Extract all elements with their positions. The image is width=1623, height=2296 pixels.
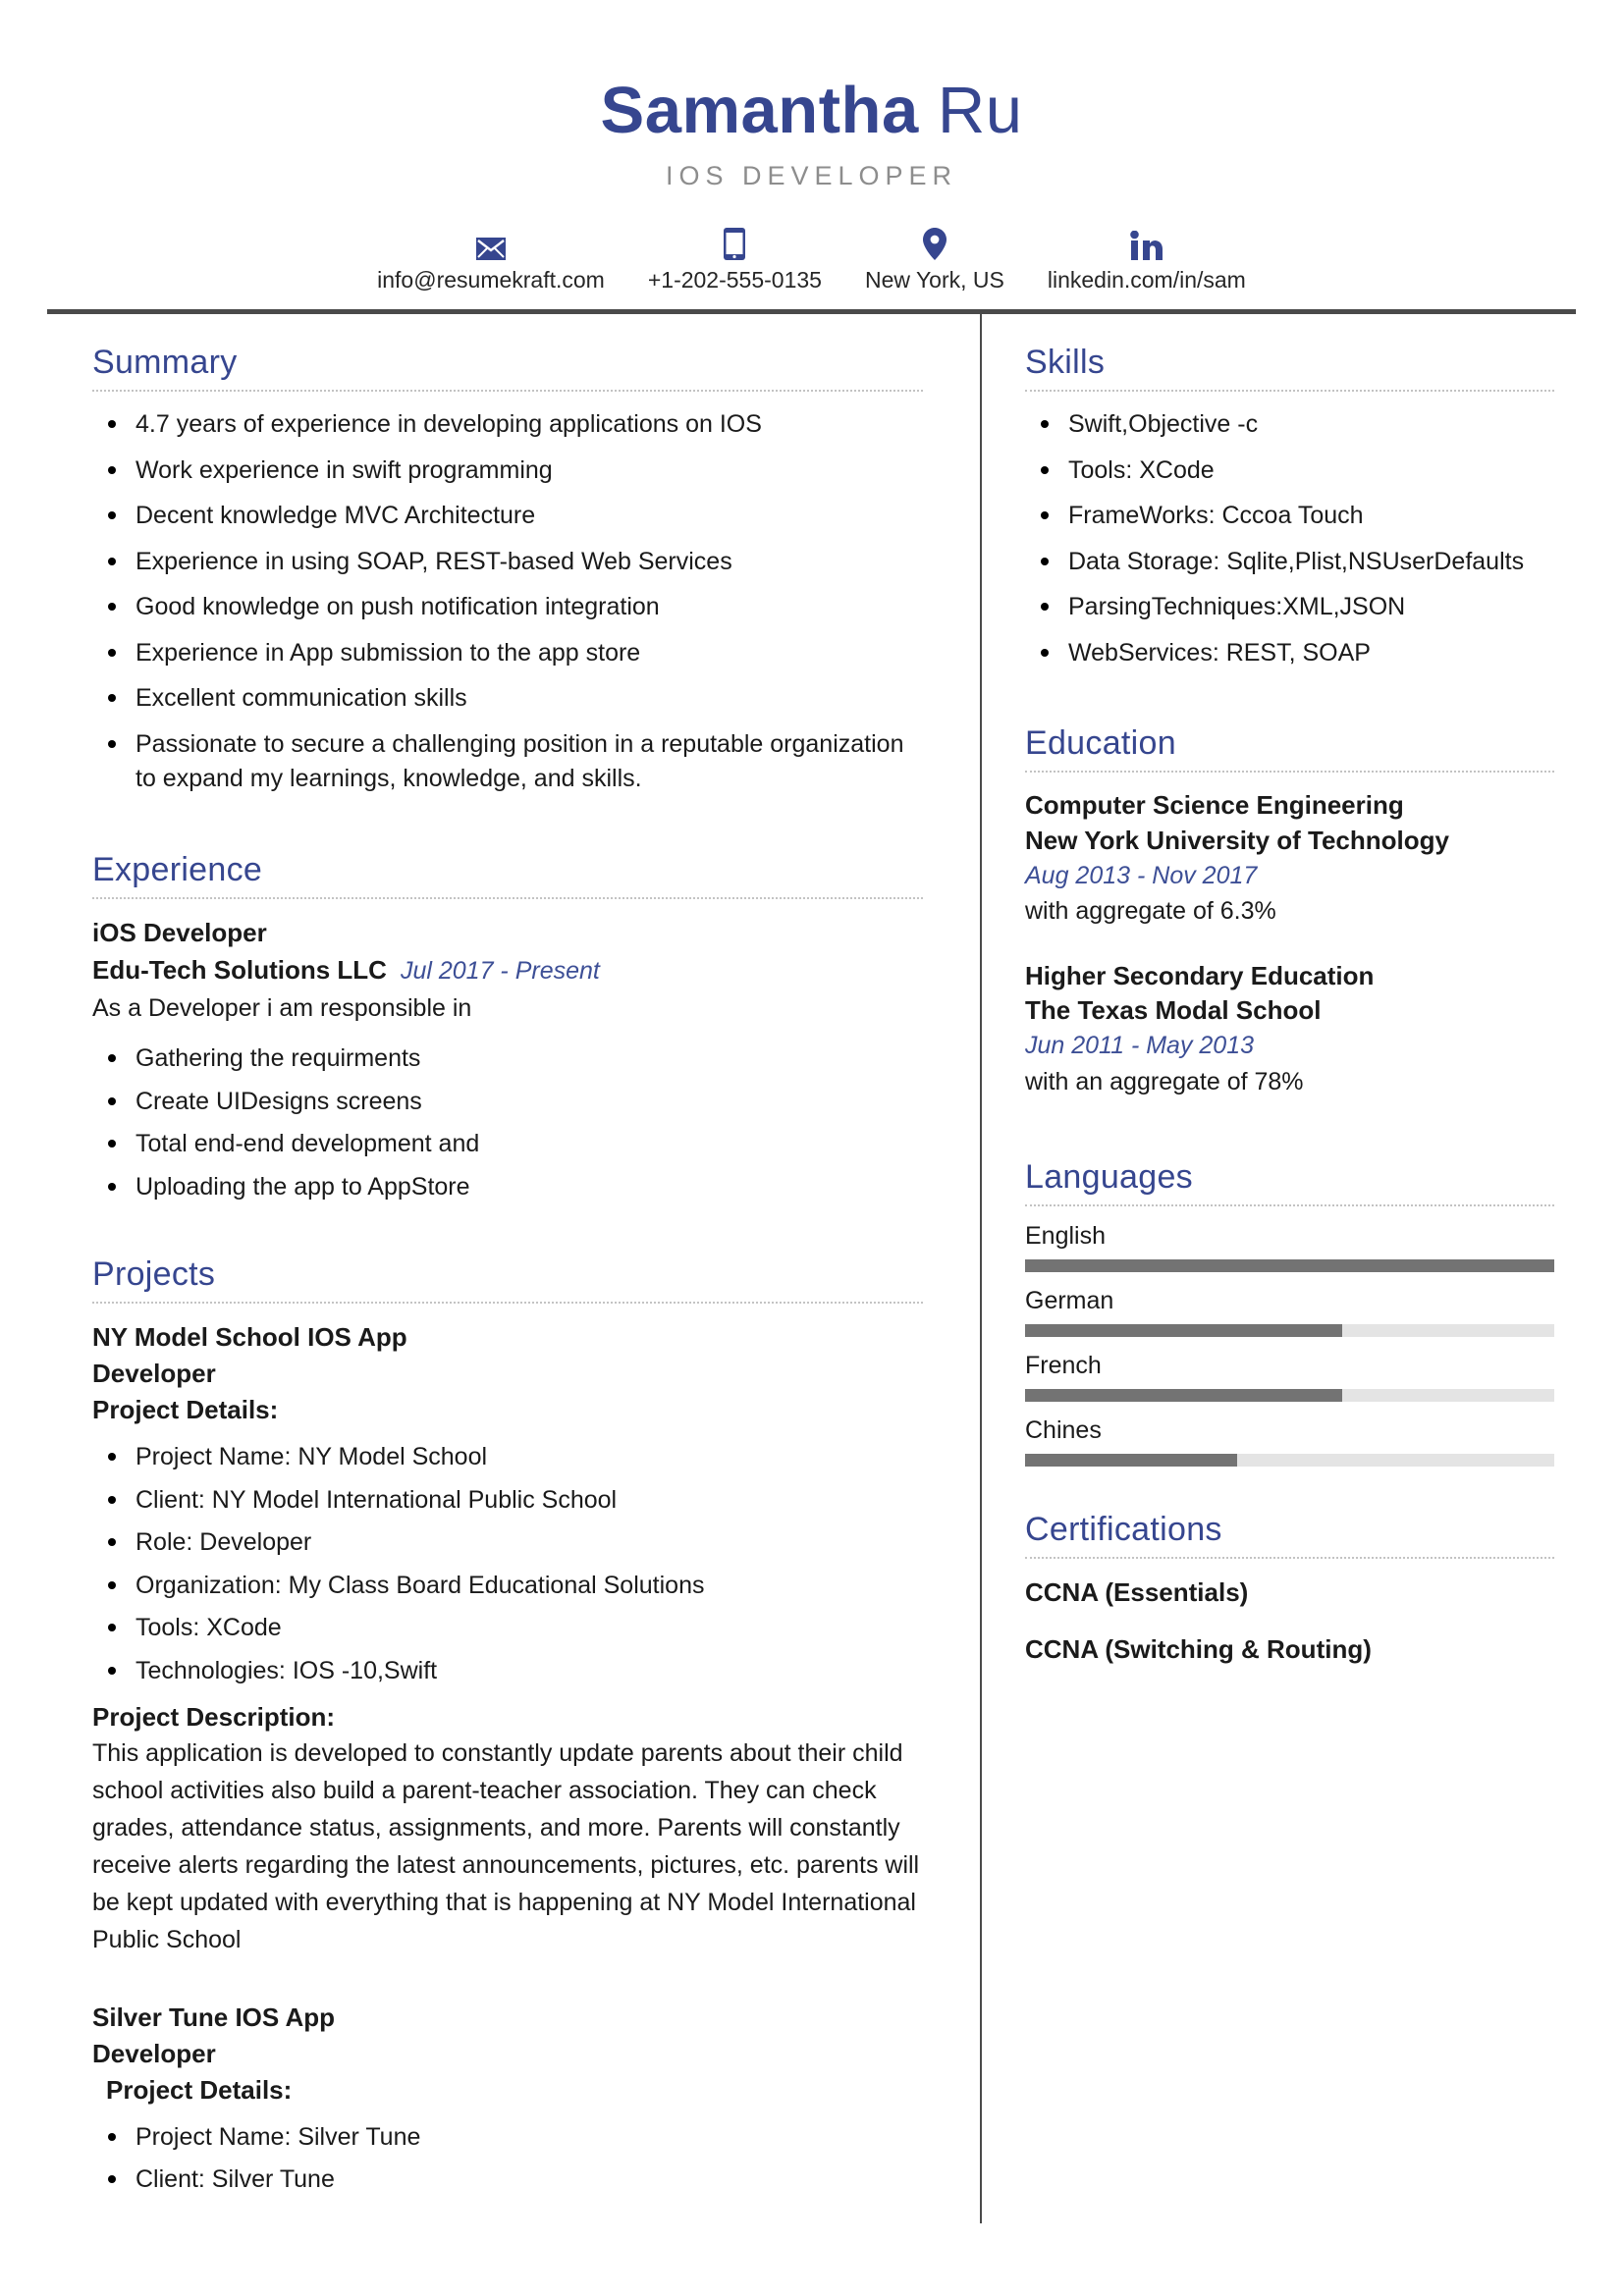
skills-heading: Skills [1025,344,1106,382]
projects-heading: Projects [92,1255,216,1294]
phone-icon [724,225,745,260]
summary-rule [92,390,923,392]
education-school: The Texas Modal School [1025,994,1322,1025]
project-role: Developer [92,2039,216,2069]
list-item: Data Storage: Sqlite,Plist,NSUserDefaults [1025,545,1554,580]
list-item: Experience in using SOAP, REST-based Web Services [92,545,923,580]
contact-location-text: New York, US [864,267,1004,294]
list-item: Client: NY Model International Public School [92,1483,923,1519]
contact-row [47,225,1576,294]
language-name: Chines [1025,1415,1102,1444]
education-degree: Computer Science Engineering [1025,790,1404,821]
candidate-name [47,74,1576,147]
language-entry [1025,1287,1554,1337]
resume-body [47,314,1576,2223]
list-item: Client: Silver Tune [92,2163,923,2198]
list-item: Project Name: NY Model School [92,1440,923,1475]
email-icon [476,225,506,260]
experience-list [92,1041,923,1204]
location-icon [923,225,947,260]
list-item: Role: Developer [92,1525,923,1561]
resume-header [47,0,1576,314]
language-bar-fill [1025,1454,1237,1467]
contact-email-text: info@resumekraft.com [377,267,605,294]
project-entry [92,1319,923,1958]
education-date: Aug 2013 - Nov 2017 [1025,862,1258,890]
project-name: NY Model School IOS App [92,1322,407,1353]
section-skills [1025,344,1554,670]
list-item: Tools: XCode [1025,454,1554,489]
language-bar-track [1025,1389,1554,1402]
project-description-body: This application is developed to constantly update parents about their child school activities also build a parent-teacher association. They can check grades, attendance status, assignments, and more. Parents will constantly receive alerts regarding the latest announcements, pictures, etc. parents will be kept updated with everything that is happening at NY Model International Public School [92,1739,920,1954]
project-details-label: Project Details: [92,1395,279,1425]
list-item: Total end-end development and [92,1127,923,1162]
spacer [92,1984,923,2000]
left-column [47,314,980,2223]
spacer [92,1212,923,1255]
job-description: As a Developer i am responsible in [92,994,472,1023]
list-item: WebServices: REST, SOAP [1025,636,1554,671]
language-bar-track [1025,1324,1554,1337]
language-name: French [1025,1351,1102,1379]
education-entry [1025,788,1554,929]
section-projects [92,1255,923,2197]
last-name: Ru [937,74,1023,147]
certification-entry: CCNA (Switching & Routing) [1025,1634,1372,1665]
education-heading: Education [1025,724,1176,763]
education-date: Jun 2011 - May 2013 [1025,1032,1255,1060]
project-details-label: Project Details: [106,2075,293,2105]
language-bar-fill [1025,1324,1342,1337]
summary-heading: Summary [92,344,238,382]
language-bar-track [1025,1454,1554,1467]
contact-phone-text: +1-202-555-0135 [647,267,822,294]
list-item: Project Name: Silver Tune [92,2120,923,2156]
list-item: Gathering the requirments [92,1041,923,1077]
language-entry [1025,1416,1554,1467]
job-company: Edu-Tech Solutions LLC [92,954,387,985]
job-date: Jul 2017 - Present [400,956,600,985]
list-item: Technologies: IOS -10,Swift [92,1654,923,1689]
list-item: Excellent communication skills [92,681,923,717]
list-item: ParsingTechniques:XML,JSON [1025,590,1554,625]
language-name: German [1025,1286,1114,1314]
education-note: with aggregate of 6.3% [1025,897,1276,926]
spacer [1025,1129,1554,1158]
list-item: Good knowledge on push notification integration [92,590,923,625]
languages-rule [1025,1204,1554,1206]
contact-location[interactable] [843,225,1026,294]
section-languages [1025,1158,1554,1467]
list-item: Experience in App submission to the app store [92,636,923,671]
project-entry [92,2000,923,2198]
list-item: 4.7 years of experience in developing applications on IOS [92,407,923,443]
contact-email[interactable] [355,225,626,294]
first-name: Samantha [600,74,919,147]
education-degree: Higher Secondary Education [1025,960,1375,990]
list-item: FrameWorks: Cccoa Touch [1025,499,1554,534]
education-note: with an aggregate of 78% [1025,1067,1304,1095]
summary-list [92,407,923,797]
project-description-label: Project Description: [92,1702,336,1733]
list-item: Decent knowledge MVC Architecture [92,499,923,534]
section-education [1025,724,1554,1098]
experience-rule [92,897,923,899]
section-experience [92,851,923,1205]
contact-linkedin-text: linkedin.com/in/sam [1047,267,1246,294]
skills-list [1025,407,1554,670]
list-item: Work experience in swift programming [92,454,923,489]
project-name: Silver Tune IOS App [92,2002,336,2033]
job-role: iOS Developer [92,917,267,947]
language-bar-track [1025,1259,1554,1272]
certifications-rule [1025,1557,1554,1559]
skills-rule [1025,390,1554,392]
contact-phone[interactable] [626,225,843,294]
education-entry [1025,959,1554,1099]
list-item: Organization: My Class Board Educational Solutions [92,1569,923,1604]
project-role: Developer [92,1359,216,1389]
education-rule [1025,771,1554,773]
linkedin-icon [1130,225,1163,260]
list-item: Uploading the app to AppStore [92,1170,923,1205]
section-summary [92,344,923,797]
certifications-heading: Certifications [1025,1510,1222,1548]
language-entry [1025,1222,1554,1272]
projects-rule [92,1302,923,1304]
list-item: Passionate to secure a challenging position in a reputable organization to expand my learnings, knowledge, and skills. [92,727,923,797]
project-details-list [92,1440,923,1688]
section-certifications [1025,1511,1554,1668]
education-school: New York University of Technology [1025,825,1449,855]
list-item: Tools: XCode [92,1611,923,1646]
spacer [92,808,923,851]
candidate-job-title: IOS DEVELOPER [665,161,958,191]
right-column [982,314,1576,2223]
language-entry [1025,1352,1554,1402]
project-details-list [92,2120,923,2198]
languages-heading: Languages [1025,1157,1193,1196]
experience-heading: Experience [92,850,263,888]
list-item: Swift,Objective -c [1025,407,1554,443]
spacer [1025,681,1554,724]
language-name: English [1025,1221,1106,1250]
language-bar-fill [1025,1389,1342,1402]
spacer [1025,1481,1554,1511]
certification-entry: CCNA (Essentials) [1025,1576,1249,1607]
job-company-line [92,952,923,989]
language-bar-fill [1025,1259,1554,1272]
list-item: Create UIDesigns screens [92,1085,923,1120]
contact-linkedin[interactable] [1026,225,1268,294]
